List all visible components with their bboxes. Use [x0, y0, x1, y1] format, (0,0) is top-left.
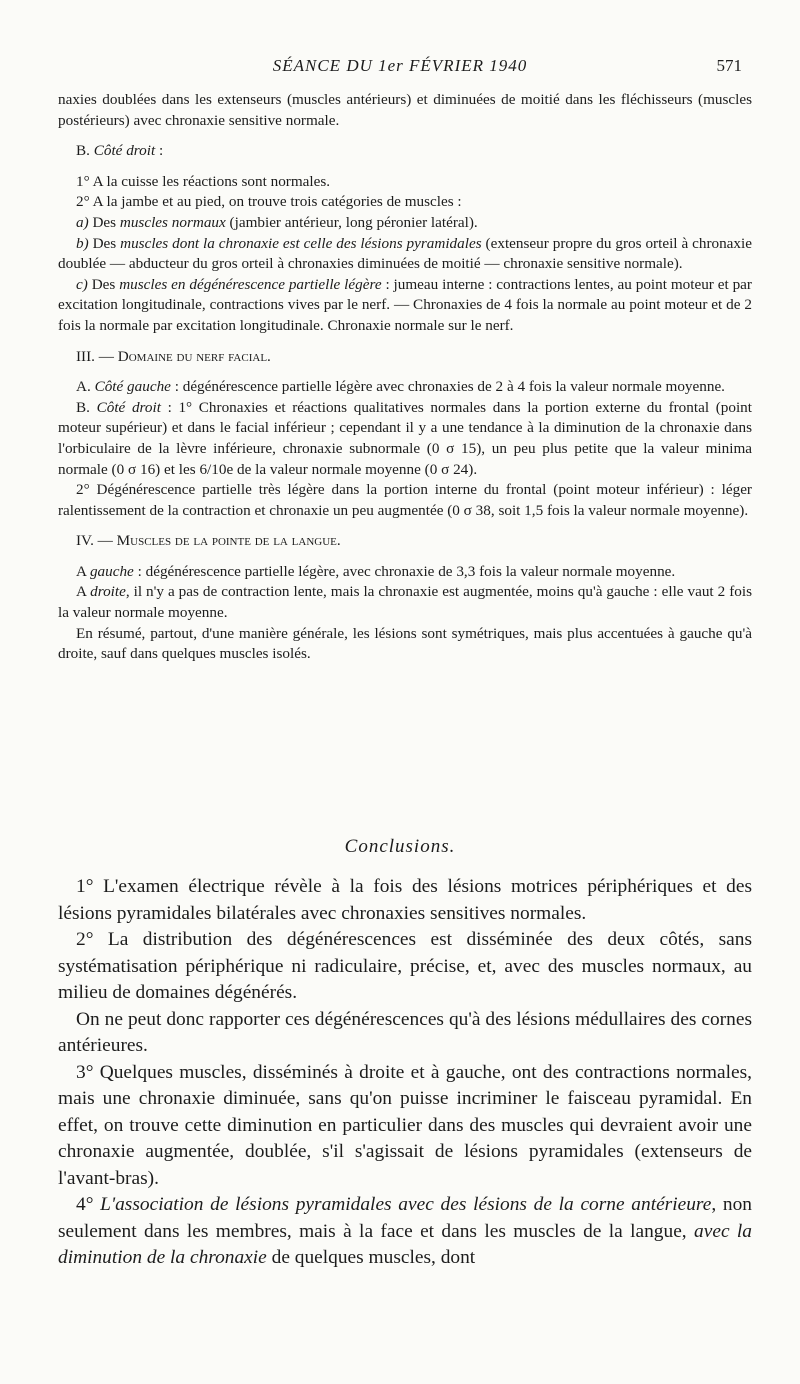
conclusion-paragraph — [58, 1192, 752, 1272]
text: : jumeau interne : contractions lentes, au point moteur et par excitation longitudinale, contractions vives par le nerf. — Chronaxies de 4 fois la normale au point moteur et de 2 fois la normale par excitation longitudinale. Chronaxie normale sur le nerf. — [58, 275, 752, 334]
text: Des — [88, 234, 121, 252]
text: (jambier antérieur, long péronier latéral). — [225, 213, 478, 231]
paragraph: 1° A la cuisse les réactions sont normales. — [76, 172, 331, 190]
emphasis: droite — [90, 583, 126, 601]
conclusion-paragraph: 2° La distribution des dégénérescences est disséminée des deux côtés, sans systématisation périphérique ni radiculaire, précise, et, avec des muscles normaux, au milieu de domaines dégénérés. — [58, 929, 752, 1003]
paragraph: 2° Dégénérescence partielle très légère dans la portion interne du frontal (point moteur inférieur) : léger ralentissement de la contraction et chronaxie un peu augmentée (0 σ 38, soit 1,5 fois la valeur normale moyenne). — [58, 481, 752, 519]
section-number: III. — — [76, 347, 118, 365]
text: : dégénérescence partielle légère avec chronaxies de 2 à 4 fois la valeur normale moyenne. — [170, 378, 725, 396]
item-label: c) — [76, 275, 88, 293]
section-title: Muscles de la pointe de la langue. — [116, 532, 341, 550]
emphasis: muscles dont la chronaxie est celle des lésions pyramidales — [120, 234, 482, 252]
paragraph — [58, 377, 752, 398]
text: : dégénérescence partielle légère, avec chronaxie de 3,3 fois la valeur normale moyenne. — [133, 562, 676, 580]
label: A — [76, 562, 90, 580]
page-number: 571 — [716, 56, 742, 75]
paragraph — [58, 582, 752, 623]
subsection-heading — [58, 141, 752, 162]
item-label: b) — [76, 234, 89, 252]
emphasis: Côté droit — [96, 398, 161, 416]
section-title-conclusions: Conclusions. — [344, 836, 456, 857]
conclusion-paragraph: On ne peut donc rapporter ces dégénérescences qu'à des lésions médullaires des cornes antérieures. — [58, 1008, 752, 1056]
emphasis: muscles en dégénérescence partielle légère — [119, 275, 382, 293]
colon: : — [155, 142, 164, 160]
section-title: Domaine du nerf facial. — [117, 347, 271, 365]
body-text — [58, 90, 752, 665]
text: (extenseur propre du gros orteil à chronaxie doublée — abducteur du gros orteil à chronaxies diminuées de moitié — chronaxie sensitive normale). — [58, 234, 752, 273]
label: B. — [76, 398, 97, 416]
paragraph: 2° A la jambe et au pied, on trouve trois catégories de muscles : — [76, 193, 462, 211]
paragraph — [58, 398, 752, 480]
emphasis: gauche — [89, 562, 134, 580]
paragraph — [58, 275, 752, 337]
section-number: IV. — — [76, 532, 117, 550]
text: Des — [88, 213, 120, 231]
text: : 1° Chronaxies et réactions qualitatives normales dans la portion externe du frontal (point moteur supérieur) et dans le facial inférieur ; cependant il y a une tendance à la diminution de la chronaxie dans l'orbiculaire de la lèvre inférieure, chronaxie subnormale (0 σ 15), un peu plus petite que la valeur minima normale (0 σ 16) et les 6/10e de la valeur normale moyenne (0 σ 24). — [58, 398, 752, 478]
emphasis: Côté gauche — [94, 378, 171, 396]
page-header — [0, 56, 800, 80]
text: de quelques muscles, dont — [266, 1247, 476, 1268]
item-label: a) — [76, 213, 89, 231]
subsection-title: Côté droit — [93, 142, 156, 160]
section-heading — [58, 347, 752, 368]
emphasis: avec la diminution de la chronaxie — [58, 1220, 752, 1268]
label: B. — [76, 142, 90, 160]
label: A. — [76, 378, 95, 396]
text: Des — [87, 275, 120, 293]
text: , non seulement dans les membres, mais à la face et dans les muscles de la langue, — [58, 1194, 752, 1242]
conclusion-paragraph: 1° L'examen électrique révèle à la fois des lésions motrices périphériques et des lésions pyramidales bilatérales avec chronaxies sensitives normales. — [58, 876, 752, 924]
text: , il n'y a pas de contraction lente, mais la chronaxie est augmentée, moins qu'à gauche : elle vaut 2 fois la valeur normale moyenne. — [58, 583, 752, 622]
conclusion-paragraph: 3° Quelques muscles, disséminés à droite et à gauche, ont des contractions normales, mais une chronaxie diminuée, sans qu'on puisse incriminer le faisceau pyramidal. En effet, on trouve cette diminution en particulier dans des muscles qui devraient avoir une chronaxie augmentée, doublée, s'il s'agissait de lésions pyramidales (extenseurs de l'avant-bras). — [58, 1061, 752, 1189]
conclusions-text — [58, 874, 752, 1272]
section-heading — [58, 531, 752, 552]
paragraph: En résumé, partout, d'une manière générale, les lésions sont symétriques, mais plus accentuées à gauche qu'à droite, sauf dans quelques muscles isolés. — [58, 624, 752, 663]
paragraph — [58, 562, 752, 583]
paragraph: naxies doublées dans les extenseurs (muscles antérieurs) et diminuées de moitié dans les fléchisseurs (muscles postérieurs) avec chronaxie sensitive normale. — [58, 91, 752, 129]
label: A — [76, 583, 91, 601]
emphasis: muscles normaux — [119, 213, 226, 231]
paragraph — [58, 213, 752, 234]
label: 4° — [76, 1194, 101, 1215]
emphasis: L'association de lésions pyramidales avec des lésions de la corne antérieure — [100, 1194, 712, 1215]
paragraph — [58, 234, 752, 275]
running-title: SÉANCE DU 1er FÉVRIER 1940 — [272, 56, 528, 75]
